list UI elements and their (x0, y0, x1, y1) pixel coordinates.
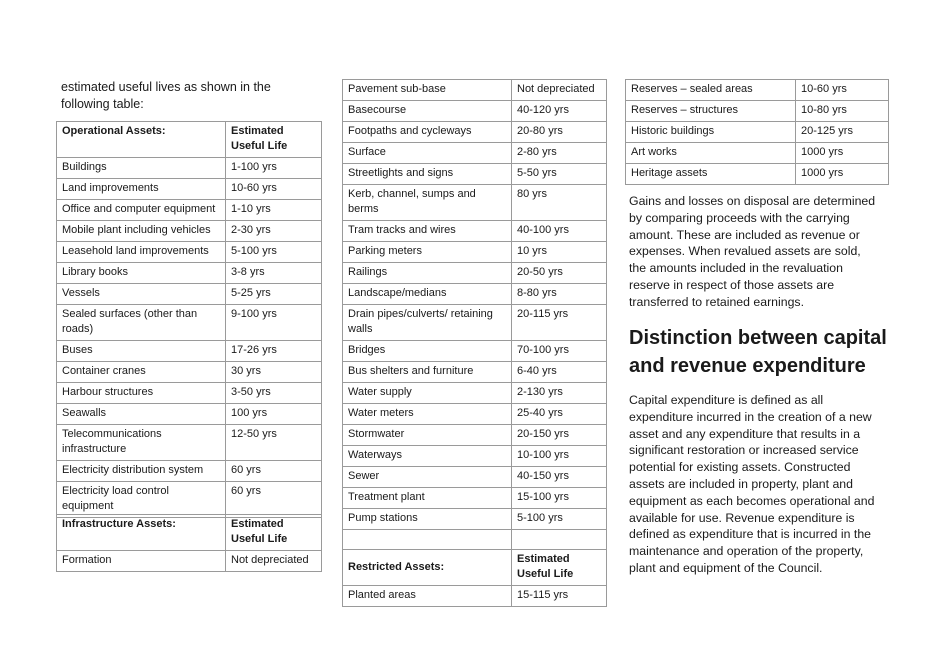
useful-life-cell: Not depreciated (512, 80, 607, 101)
useful-life-cell: 10-100 yrs (512, 446, 607, 467)
useful-life-cell: 6-40 yrs (512, 362, 607, 383)
asset-cell: Footpaths and cycleways (343, 122, 512, 143)
asset-cell: Reserves – structures (626, 101, 796, 122)
useful-life-cell: 5-100 yrs (512, 509, 607, 530)
useful-life-cell: 20-125 yrs (796, 122, 889, 143)
restricted-assets-continued-table (625, 79, 889, 185)
useful-life-cell: 20-150 yrs (512, 425, 607, 446)
useful-life-cell: 10-60 yrs (796, 80, 889, 101)
asset-cell: Kerb, channel, sumps and berms (343, 185, 512, 221)
asset-cell: Water supply (343, 383, 512, 404)
table-row (57, 305, 322, 341)
useful-life-cell: 60 yrs (226, 482, 322, 518)
asset-cell: Buildings (57, 158, 226, 179)
asset-cell: Historic buildings (626, 122, 796, 143)
table-row (343, 305, 607, 341)
table-row (626, 143, 889, 164)
table-header-row (57, 122, 322, 158)
useful-life-cell: 40-120 yrs (512, 101, 607, 122)
useful-life-cell: 1-10 yrs (226, 200, 322, 221)
table-row (343, 263, 607, 284)
table-header-row (57, 515, 322, 551)
table-row (57, 551, 322, 572)
useful-life-cell: 5-50 yrs (512, 164, 607, 185)
table-row (343, 488, 607, 509)
asset-cell: Bridges (343, 341, 512, 362)
asset-cell: Formation (57, 551, 226, 572)
table-row (343, 242, 607, 263)
header-cell: Infrastructure Assets: (57, 515, 226, 551)
useful-life-cell: 10-80 yrs (796, 101, 889, 122)
asset-cell: Land improvements (57, 179, 226, 200)
table-row (343, 284, 607, 305)
header-cell: Estimated Useful Life (226, 122, 322, 158)
table-header-row (343, 550, 607, 586)
table-row (626, 122, 889, 143)
asset-cell: Water meters (343, 404, 512, 425)
useful-life-cell: 3-8 yrs (226, 263, 322, 284)
asset-cell: Drain pipes/culverts/ retaining walls (343, 305, 512, 341)
table-row (57, 179, 322, 200)
asset-cell: Seawalls (57, 404, 226, 425)
table-row (343, 101, 607, 122)
asset-cell: Pump stations (343, 509, 512, 530)
table-row (343, 586, 607, 607)
capital-expenditure-paragraph: Capital expenditure is defined as all expenditure incurred in the creation of a new asset and any expenditure that results in a significant restoration or increased service potential for existing assets. Constructed assets are included in property, plant and equipment as each becomes operational and available for use. Revenue expenditure is defined as expenditure that is incurred in the maintenance and operation of the property, plant and equipment of the Council. (629, 393, 875, 575)
useful-life-cell: 9-100 yrs (226, 305, 322, 341)
table-row (57, 242, 322, 263)
table-row (343, 221, 607, 242)
useful-life-cell: 2-130 yrs (512, 383, 607, 404)
asset-cell: Sealed surfaces (other than roads) (57, 305, 226, 341)
table-row (626, 101, 889, 122)
asset-cell: Bus shelters and furniture (343, 362, 512, 383)
asset-cell: Waterways (343, 446, 512, 467)
table-row (57, 461, 322, 482)
header-cell: Operational Assets: (57, 122, 226, 158)
useful-life-cell: 15-115 yrs (512, 586, 607, 607)
useful-life-cell: 1000 yrs (796, 143, 889, 164)
asset-cell: Harbour structures (57, 383, 226, 404)
useful-life-cell: 12-50 yrs (226, 425, 322, 461)
useful-life-cell: 25-40 yrs (512, 404, 607, 425)
useful-life-cell: 2-30 yrs (226, 221, 322, 242)
asset-cell: Container cranes (57, 362, 226, 383)
asset-cell: Office and computer equipment (57, 200, 226, 221)
table-row (57, 482, 322, 518)
table-row (343, 383, 607, 404)
useful-life-cell: 80 yrs (512, 185, 607, 221)
table-row (343, 143, 607, 164)
asset-cell: Vessels (57, 284, 226, 305)
table-row (57, 263, 322, 284)
blank-cell (343, 530, 512, 550)
useful-life-cell: 3-50 yrs (226, 383, 322, 404)
table-row (343, 425, 607, 446)
useful-life-cell: 100 yrs (226, 404, 322, 425)
blank-cell (512, 530, 607, 550)
asset-cell: Leasehold land improvements (57, 242, 226, 263)
useful-life-cell: 8-80 yrs (512, 284, 607, 305)
asset-cell: Planted areas (343, 586, 512, 607)
useful-life-cell: 1000 yrs (796, 164, 889, 185)
table-row (343, 509, 607, 530)
useful-life-cell: 40-100 yrs (512, 221, 607, 242)
useful-life-cell: 1-100 yrs (226, 158, 322, 179)
asset-cell: Landscape/medians (343, 284, 512, 305)
table-row (343, 80, 607, 101)
table-row (57, 221, 322, 242)
asset-cell: Telecommunications infrastructure (57, 425, 226, 461)
table-row (343, 185, 607, 221)
table-row (57, 404, 322, 425)
header-cell: Estimated Useful Life (226, 515, 322, 551)
table-row (57, 158, 322, 179)
table-row (57, 425, 322, 461)
useful-life-cell: 15-100 yrs (512, 488, 607, 509)
asset-cell: Railings (343, 263, 512, 284)
intro-text: estimated useful lives as shown in the following table: (61, 80, 271, 111)
asset-cell: Parking meters (343, 242, 512, 263)
asset-cell: Basecourse (343, 101, 512, 122)
table-row (343, 446, 607, 467)
asset-cell: Treatment plant (343, 488, 512, 509)
useful-life-cell: 5-100 yrs (226, 242, 322, 263)
gains-losses-paragraph: Gains and losses on disposal are determined by comparing proceeds with the carrying amount. These are included as revenue or expenses. When revalued assets are sold, the amounts included in the revaluation reserve in respect of those assets are transferred to retained earnings. (629, 194, 876, 309)
useful-life-cell: 20-80 yrs (512, 122, 607, 143)
operational-assets-table (56, 121, 322, 518)
useful-life-cell: 70-100 yrs (512, 341, 607, 362)
table-row (626, 164, 889, 185)
useful-life-cell: 20-115 yrs (512, 305, 607, 341)
asset-cell: Art works (626, 143, 796, 164)
useful-life-cell: 60 yrs (226, 461, 322, 482)
useful-life-cell: 10-60 yrs (226, 179, 322, 200)
useful-life-cell: 40-150 yrs (512, 467, 607, 488)
table-row (343, 122, 607, 143)
table-row (57, 200, 322, 221)
table-row (343, 467, 607, 488)
table-row (57, 341, 322, 362)
section-heading: Distinction between capital and revenue expenditure (629, 327, 887, 377)
table-row (343, 341, 607, 362)
table-row (57, 383, 322, 404)
useful-life-cell: 10 yrs (512, 242, 607, 263)
table-row (626, 80, 889, 101)
asset-cell: Mobile plant including vehicles (57, 221, 226, 242)
table-row (343, 404, 607, 425)
useful-life-cell: 2-80 yrs (512, 143, 607, 164)
asset-cell: Stormwater (343, 425, 512, 446)
infrastructure-assets-table (56, 514, 322, 572)
asset-cell: Streetlights and signs (343, 164, 512, 185)
table-row (57, 362, 322, 383)
useful-life-cell: 20-50 yrs (512, 263, 607, 284)
asset-cell: Pavement sub-base (343, 80, 512, 101)
useful-life-cell: Not depreciated (226, 551, 322, 572)
asset-cell: Reserves – sealed areas (626, 80, 796, 101)
asset-cell: Buses (57, 341, 226, 362)
asset-cell: Sewer (343, 467, 512, 488)
blank-row (343, 530, 607, 550)
useful-life-cell: 17-26 yrs (226, 341, 322, 362)
asset-cell: Electricity load control equipment (57, 482, 226, 518)
asset-cell: Electricity distribution system (57, 461, 226, 482)
asset-cell: Surface (343, 143, 512, 164)
useful-life-cell: 5-25 yrs (226, 284, 322, 305)
header-cell: Restricted Assets: (343, 550, 512, 586)
table-row (343, 362, 607, 383)
table-row (57, 284, 322, 305)
asset-cell: Heritage assets (626, 164, 796, 185)
infrastructure-assets-continued-table (342, 79, 607, 607)
asset-cell: Tram tracks and wires (343, 221, 512, 242)
header-cell: Estimated Useful Life (512, 550, 607, 586)
asset-cell: Library books (57, 263, 226, 284)
table-row (343, 164, 607, 185)
useful-life-cell: 30 yrs (226, 362, 322, 383)
